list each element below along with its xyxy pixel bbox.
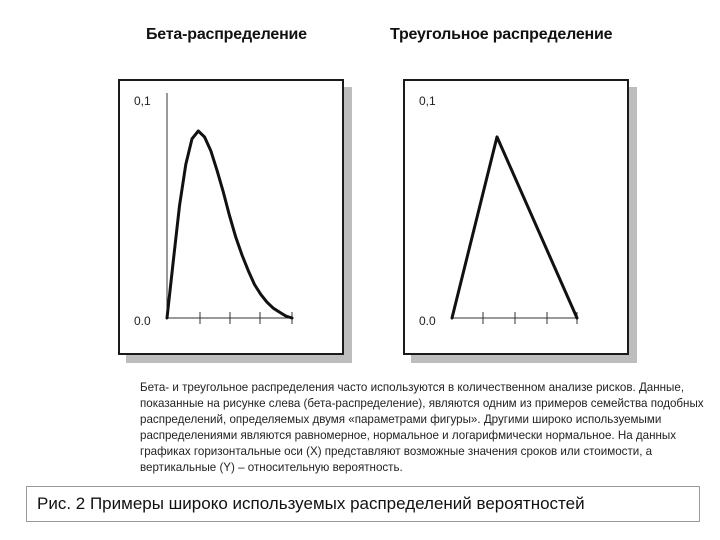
- distribution-curve: [167, 131, 292, 318]
- triangular-chart: [405, 81, 627, 353]
- y-tick-label-bottom: 0.0: [134, 314, 151, 328]
- distribution-curve: [452, 137, 577, 318]
- chart-caption: Бета- и треугольное распределения часто используются в количественном анализе рисков. Данные, показанные на рисунке слева (бета-распределение), являются одним из примеров семейства подобных распределений, определяемых двумя «параметрами фигуры». Другими широко используемыми распределениями являются равномерное, нормальное и логарифмически нормальное. На данных графиках горизонтальные оси (X) представляют возможные значения сроков или стоимости, а вертикальные (Y) – относительную вероятность.: [140, 381, 704, 474]
- y-tick-label-top: 0,1: [419, 94, 436, 108]
- y-tick-label-bottom: 0.0: [419, 314, 436, 328]
- figure-label: Рис. 2 Примеры широко используемых распределений вероятностей: [26, 486, 700, 522]
- chart-title-triangular: Треугольное распределение: [390, 26, 613, 43]
- y-tick-label-top: 0,1: [134, 94, 151, 108]
- beta-chart: [120, 81, 342, 353]
- beta-chart-panel: [118, 79, 344, 355]
- chart-title-beta: Бета-распределение: [146, 26, 307, 43]
- triangular-chart-panel: [403, 79, 629, 355]
